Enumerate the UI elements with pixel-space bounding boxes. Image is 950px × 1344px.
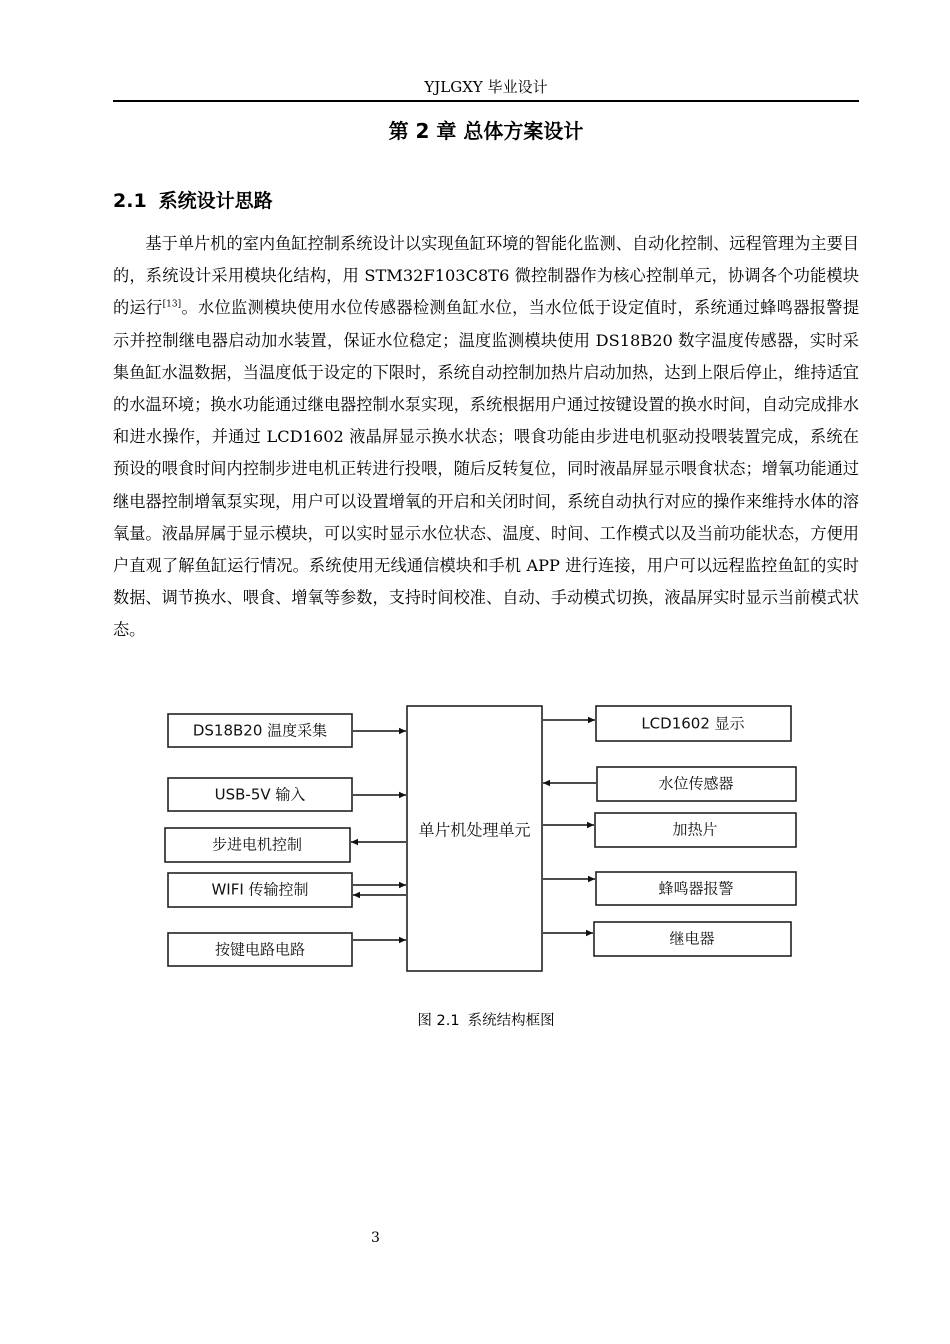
right-block-heater <box>595 813 796 847</box>
body-paragraph <box>113 228 859 647</box>
right-block-label: 水位传感器 <box>658 774 734 793</box>
left-block-label: 按键电路电路 <box>214 940 306 959</box>
section-title: 系统设计思路 <box>158 190 273 212</box>
body-text-part1: 基于单片机的室内鱼缸控制系统设计以实现鱼缸环境的智能化监测、自动化控制、远程管理为主要目的，系统设计采用模块化结构，用 STM32F103C8T6 微控制器作为核心控制单元，协调各个功能模块的运行 <box>113 234 859 318</box>
left-block-keys <box>168 933 352 966</box>
right-block-label: 加热片 <box>672 820 718 839</box>
figure-caption <box>113 1011 859 1031</box>
left-block-label: WIFI 传输控制 <box>211 880 309 899</box>
center-unit <box>407 706 542 971</box>
right-block-water-level <box>597 767 796 801</box>
left-block-label: DS18B20 温度采集 <box>192 721 328 740</box>
page-number: 3 <box>371 1230 380 1246</box>
left-block-wifi <box>168 873 352 907</box>
body-text-part2: 。水位监测模块使用水位传感器检测鱼缸水位，当水位低于设定值时，系统通过蜂鸣器报警提示并控制继电器启动加水装置，保证水位稳定；温度监测模块使用 DS18B20 数字温度传感器，实时采集鱼缸水温数据，当温度低于设定的下限时，系统自动控制加热片启动加热，达到上限后停止，维持适宜的水温环境；换水功能通过继电器控制水泵实现，系统根据用户通过按键设置的换水时间，自动完成排水和进水操作，并通过 LCD1602 液晶屏显示换水状态；喂食功能由步进电机驱动投喂装置完成，系统在预设的喂食时间内控制步进电机正转进行投喂，随后反转复位，同时液晶屏显示喂食状态；增氧功能通过继电器控制增氧泵实现，用户可以设置增氧的开启和关闭时间，系统自动执行对应的操作来维持水体的溶氧量。液晶屏属于显示模块，可以实时显示水位状态、温度、时间、工作模式以及当前功能状态，方便用户直观了解鱼缸运行情况。系统使用无线通信模块和手机 APP 进行连接，用户可以远程监控鱼缸的实时数据、调节换水、喂食、增氧等参数，支持时间校准、自动、手动模式切换，液晶屏实时显示当前模式状态。 <box>113 298 860 640</box>
right-block-buzzer <box>596 872 796 905</box>
left-block-stepper <box>165 828 350 862</box>
left-block-label: USB-5V 输入 <box>214 785 306 804</box>
figure-caption-text: 系统结构框图 <box>467 1013 555 1029</box>
chapter-title: 第 2 章 总体方案设计 <box>388 119 584 143</box>
section-heading <box>113 187 859 215</box>
header-rule <box>113 100 859 102</box>
right-block-lcd <box>596 706 791 741</box>
right-block-label: 继电器 <box>669 929 715 948</box>
system-block-diagram <box>160 703 812 982</box>
right-block-label: LCD1602 显示 <box>641 714 745 733</box>
left-block-temperature <box>168 714 352 747</box>
left-block-usb <box>168 778 352 811</box>
left-block-label: 步进电机控制 <box>211 835 303 854</box>
center-unit-label: 单片机处理单元 <box>418 820 531 840</box>
right-block-label: 蜂鸣器报警 <box>658 879 734 898</box>
right-block-relay <box>594 922 791 956</box>
citation-ref: [13] <box>162 300 182 311</box>
section-number: 2.1 <box>113 190 147 212</box>
running-header: YJLGXY 毕业设计 <box>424 78 548 96</box>
figure-number: 图 2.1 <box>417 1013 460 1029</box>
